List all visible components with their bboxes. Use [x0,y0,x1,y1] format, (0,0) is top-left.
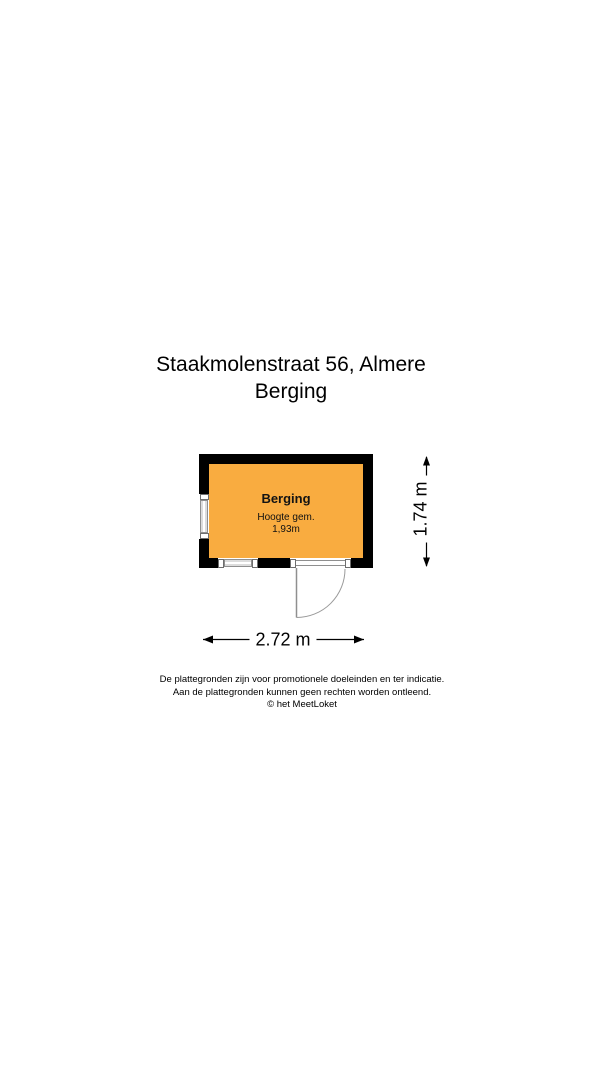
window-left-glass-line [203,501,205,532]
window-bottom-opening [218,558,258,568]
disclaimer-line1: De plattegronden zijn voor promotionele doeleinden en ter indicatie. [159,674,445,685]
window-bottom-jamb-right [252,559,258,568]
disclaimer-line2: Aan de plattegronden kunnen geen rechten worden ontleend. [172,686,432,698]
disclaimer [0,674,600,712]
door-jamb-right [345,559,351,568]
window-bottom-glass-line [225,562,251,564]
page-title-address: Staakmolenstraat 56, Almere [156,353,426,376]
door-threshold [296,560,345,566]
dimension-width-label: 2.72 m [249,629,316,652]
room-height-note-line1: Hoogte gem. [257,512,315,523]
room-height-note [209,512,363,536]
door-swing-arc [297,569,346,618]
arrow-down-icon [423,558,430,568]
window-left-opening [199,494,209,539]
dimension-height-label: 1.74 m [410,475,433,542]
disclaimer-copyright: © het MeetLoket [267,699,337,710]
arrow-up-icon [423,456,430,466]
arrow-right-icon [354,636,364,644]
room-name-label: Berging [261,491,311,506]
window-bottom-glazing [224,559,252,567]
window-left-glazing [200,500,208,533]
arrow-left-icon [203,636,213,644]
page-title [0,351,582,405]
room-interior [209,464,363,558]
window-left-jamb-bottom [200,533,209,539]
room-height-note-line2: 1,93m [272,524,300,535]
page-title-room: Berging [254,380,328,403]
